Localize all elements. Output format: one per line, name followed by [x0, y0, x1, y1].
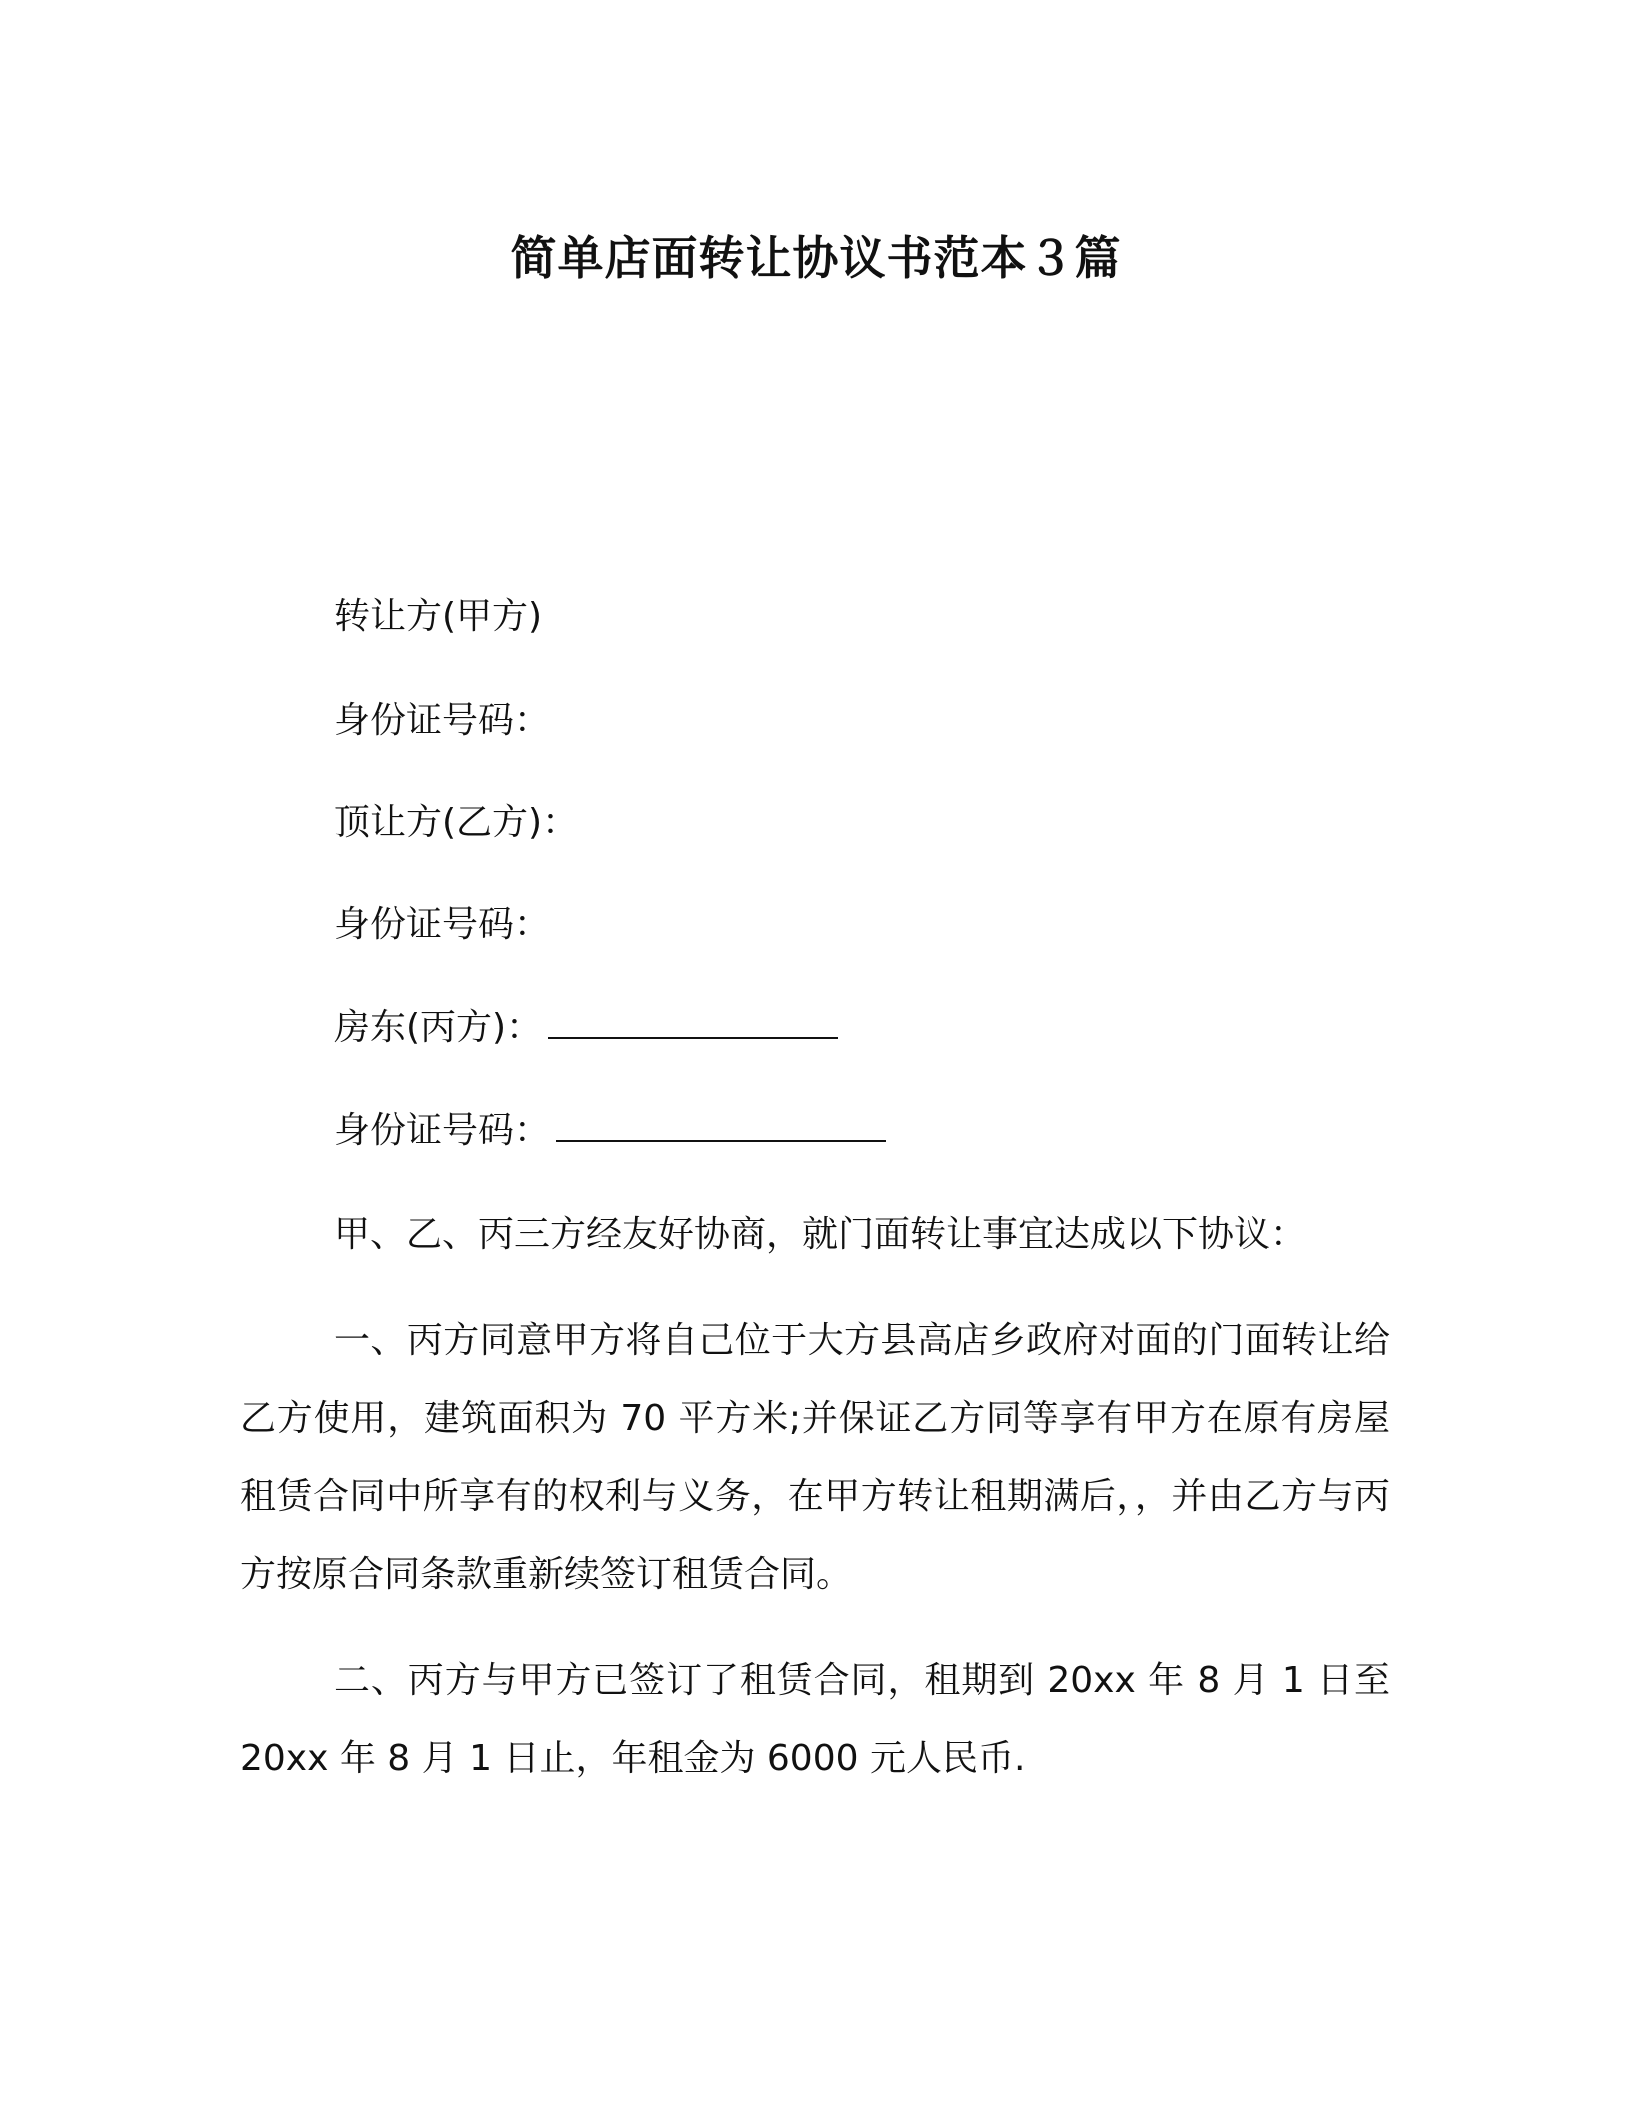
field-landlord	[334, 1003, 838, 1053]
field-label: 房东(丙方)：	[334, 1007, 543, 1048]
document-title: 简单店面转让协议书范本３篇	[510, 231, 1122, 285]
field-label: 身份证号码：	[334, 904, 551, 945]
field-label: 身份证号码：	[334, 700, 551, 741]
intro-text	[334, 1210, 1306, 1260]
field-transferee	[334, 798, 578, 848]
blank-underline	[548, 1003, 838, 1039]
blank-underline	[556, 1106, 886, 1142]
clause-2: 二、丙方与甲方已签订了租赁合同，租期到 20xx 年 8 月 1 日至 20xx 年 8 月 1 日止，年租金为 6000 元人民币.	[240, 1660, 1390, 1779]
field-transferee-id	[334, 900, 550, 950]
clause-1: 一、丙方同意甲方将自己位于大方县高店乡政府对面的门面转让给乙方使用，建筑面积为 70 平方米;并保证乙方同等享有甲方在原有房屋租赁合同中所享有的权利与义务，在甲方转让租期满后，，并由乙方与丙方按原合同条款重新续签订租赁合同。	[240, 1320, 1390, 1595]
intro-sentence: 甲、乙、丙三方经友好协商，就门面转让事宜达成以下协议：	[334, 1214, 1307, 1255]
field-label: 顶让方(乙方)：	[334, 802, 579, 843]
field-transferor-id	[334, 696, 550, 746]
field-label: 转让方(甲方)	[334, 596, 543, 637]
field-landlord-id	[334, 1106, 886, 1156]
field-transferor	[334, 592, 542, 642]
field-label: 身份证号码：	[334, 1110, 551, 1151]
